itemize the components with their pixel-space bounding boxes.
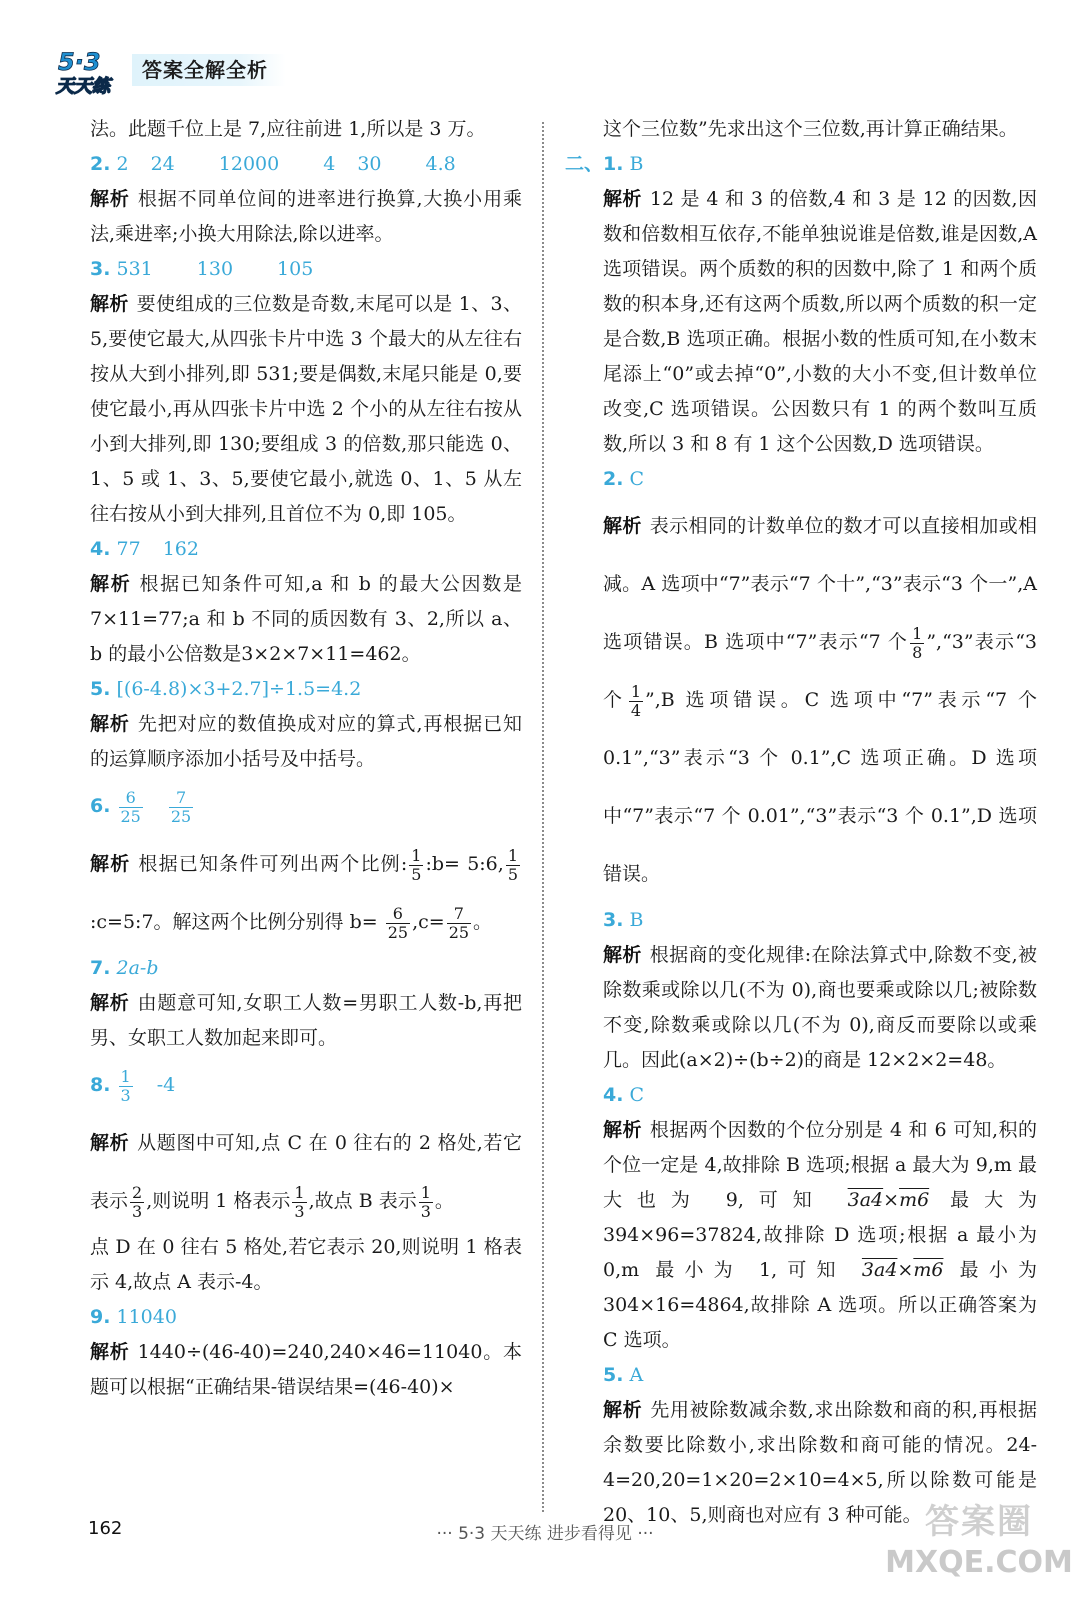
answer-s2-2: 2. C xyxy=(603,468,645,490)
fraction: $\frac{6}{25}$ xyxy=(120,787,141,826)
footer-slogan: ··· 5·3 天天练 进步看得见 ··· xyxy=(436,1524,654,1544)
explanation-2: 解析 根据不同单位间的进率进行换算,大换小用乘法,乘进率;小换大用除法,除以进率。 xyxy=(90,188,522,245)
answer-s2-3: 3. B xyxy=(603,909,644,931)
explanation-s2-4: 解析 根据两个因数的个位分别是 4 和 6 可知,积的个位一定是 4,故排除 B 选项;根据 a 最大为 9,m 最大也为 9,可知 3a4×m6 最大为 394×96=37824,故排除 D 选项;根据 a 最小为 0,m 最小为 1,可知 3a4×m6 最小为304×16=4864,故排除 A 选项。所以正确答案为 C 选项。 xyxy=(603,1119,1038,1351)
explanation-3: 解析 要使组成的三位数是奇数,末尾可以是 1、3、5,要使它最大,从四张卡片中选 3 个最大的从左往右按从大到小排列,即 531;要是偶数,末尾只能是 0,要使它最小,再从四张卡片中选 2 个小的从左往右按从小到大排列,即 130;要组成 3 的倍数,那只能选 0、1、5 或 1、3、5,要使它最小,就选 0、1、5 从左往右按从小到大排列,且首位不为 0,即 105。 xyxy=(90,293,522,525)
page-number: 162 xyxy=(88,1518,123,1539)
page-header xyxy=(40,40,1048,100)
answer-9: 9. 11040 xyxy=(90,1306,177,1328)
answer-s2-4: 4. C xyxy=(603,1084,645,1106)
paragraph: 点 D 在 0 往右 5 格处,若它表示 20,则说明 1 格表示 4,故点 A 表示-4。 xyxy=(90,1236,522,1293)
watermark-url: MXQE.COM xyxy=(885,1545,1073,1580)
explanation-4: 解析 根据已知条件可知,a 和 b 的最大公因数是 7×11=77;a 和 b 不同的质因数有 3、2,所以 a、b 的最小公倍数是3×2×7×11=462。 xyxy=(90,573,522,665)
answer-6: 6. $\frac{6}{25}$ $\frac{7}{25}$ xyxy=(90,787,192,826)
answer-5: 5. [(6-4.8)×3+2.7]÷1.5=4.2 xyxy=(90,678,362,700)
fraction: $\frac{7}{25}$ xyxy=(448,903,470,942)
fraction: $\frac{1}{5}$ xyxy=(507,845,518,884)
answer-4: 4. 77 162 xyxy=(90,538,199,560)
explanation-6: 解析 根据已知条件可列出两个比例: $\frac{1}{5}$ :b= 5:6, $\frac{1}{5}$ :c=5:7。解这两个比例分别得 b= $\frac{6}{25}$ ,c= $\frac{7}{25}$ 。 xyxy=(90,845,518,942)
explanation-s2-3: 解析 根据商的变化规律:在除法算式中,除数不变,被除数乘或除以几(不为 0),商也要乘或除以几;被除数不变,除数乘或除以几(不为 0),商反而要除以或乘几。因此(a×2)÷(b÷2)的商是 12×2×2=48。 xyxy=(603,944,1037,1071)
paragraph: 法。此题千位上是 7,应往前进 1,所以是 3 万。 xyxy=(90,118,486,140)
right-column xyxy=(565,112,1038,1533)
watermark-text: 答案圈 xyxy=(925,1502,1033,1542)
explanation-9: 解析 1440÷(46-40)=240,240×46=11040。本题可以根据“正确结果-错误结果=(46-40)× xyxy=(90,1341,522,1398)
header-title: 答案全解全析 xyxy=(132,54,286,86)
fraction: $\frac{1}{4}$ xyxy=(630,681,641,720)
explanation-s2-1: 解析 12 是 4 和 3 的倍数,4 和 3 是 12 的因数,因数和倍数相互依存,不能单独说谁是倍数,谁是因数,A 选项错误。两个质数的积的因数中,除了 1 和两个质数的积本身,还有这两个质数,所以两个质数的积一定是合数,B 选项正确。根据小数的性质可知,在小数末尾添上“0”或去掉“0”,小数的大小不变,但计数单位改变,C 选项错误。公因数只有 1 的两个数叫互质数,所以 3 和 8 有 1 这个公因数,D 选项错误。 xyxy=(603,188,1037,455)
left-column xyxy=(90,112,522,1405)
answer-3: 3. 531 130 105 xyxy=(90,258,314,280)
fraction: $\frac{1}{3}$ xyxy=(120,1066,131,1105)
logo-53-icon xyxy=(54,46,124,98)
answer-7: 7. 2a-b xyxy=(90,957,159,979)
answer-2: 2. 2 24 12000 4 30 4.8 xyxy=(90,153,456,175)
answer-8: 8. $\frac{1}{3}$ -4 xyxy=(90,1066,176,1105)
paragraph: 这个三位数”先求出这个三位数,再计算正确结果。 xyxy=(603,118,1018,140)
explanation-s2-2: 解析 表示相同的计数单位的数才可以直接相加或相减。A 选项中“7”表示“7 个十”,“3”表示“3 个一”,A 选项错误。B 选项中“7”表示“7 个 $\frac{1}{8}$ ”,“3”表示“3 个 $\frac{1}{4}$ ”,B 选项错误。C 选项中“7”表示“7 个 0.1”,“3”表示“3 个 0.1”,C 选项正确。D 选项中“7”表示“7 个 0.01”,“3”表示“3 个 0.1”,D 选项错误。 xyxy=(603,515,1038,885)
answer-s2-5: 5. A xyxy=(603,1364,644,1386)
fraction: $\frac{7}{25}$ xyxy=(170,787,192,826)
explanation-s2-5: 解析 先用被除数减余数,求出除数和商的积,再根据余数要比除数小,求出除数和商可能的情况。24-4=20,20=1×20=2×10=4×5,所以除数可能是 20、10、5,则商也对应有 3 种可能。 xyxy=(603,1399,1037,1526)
column-divider xyxy=(542,122,544,1512)
fraction: $\frac{1}{3}$ xyxy=(420,1182,431,1221)
fraction: $\frac{6}{25}$ xyxy=(387,903,409,942)
svg-text:天天练: 天天练 xyxy=(56,76,110,97)
fraction: $\frac{1}{3}$ xyxy=(294,1182,305,1221)
fraction: $\frac{2}{3}$ xyxy=(132,1182,143,1221)
explanation-8: 解析 从题图中可知,点 C 在 0 往右的 2 格处,若它表示 $\frac{2}{3}$ ,则说明 1 格表示 $\frac{1}{3}$ ,故点 B 表示 $\frac{1}{3}$ 。 xyxy=(90,1132,522,1221)
answer-s2-1: 二、1. B xyxy=(565,153,644,175)
watermark xyxy=(884,1500,1074,1592)
explanation-7: 解析 由题意可知,女职工人数=男职工人数-b,再把男、女职工人数加起来即可。 xyxy=(90,992,522,1049)
svg-text:5·3: 5·3 xyxy=(58,48,101,76)
fraction: $\frac{1}{8}$ xyxy=(912,623,923,662)
explanation-5: 解析 先把对应的数值换成对应的算式,再根据已知的运算顺序添加小括号及中括号。 xyxy=(90,713,522,770)
fraction: $\frac{1}{5}$ xyxy=(411,845,422,884)
